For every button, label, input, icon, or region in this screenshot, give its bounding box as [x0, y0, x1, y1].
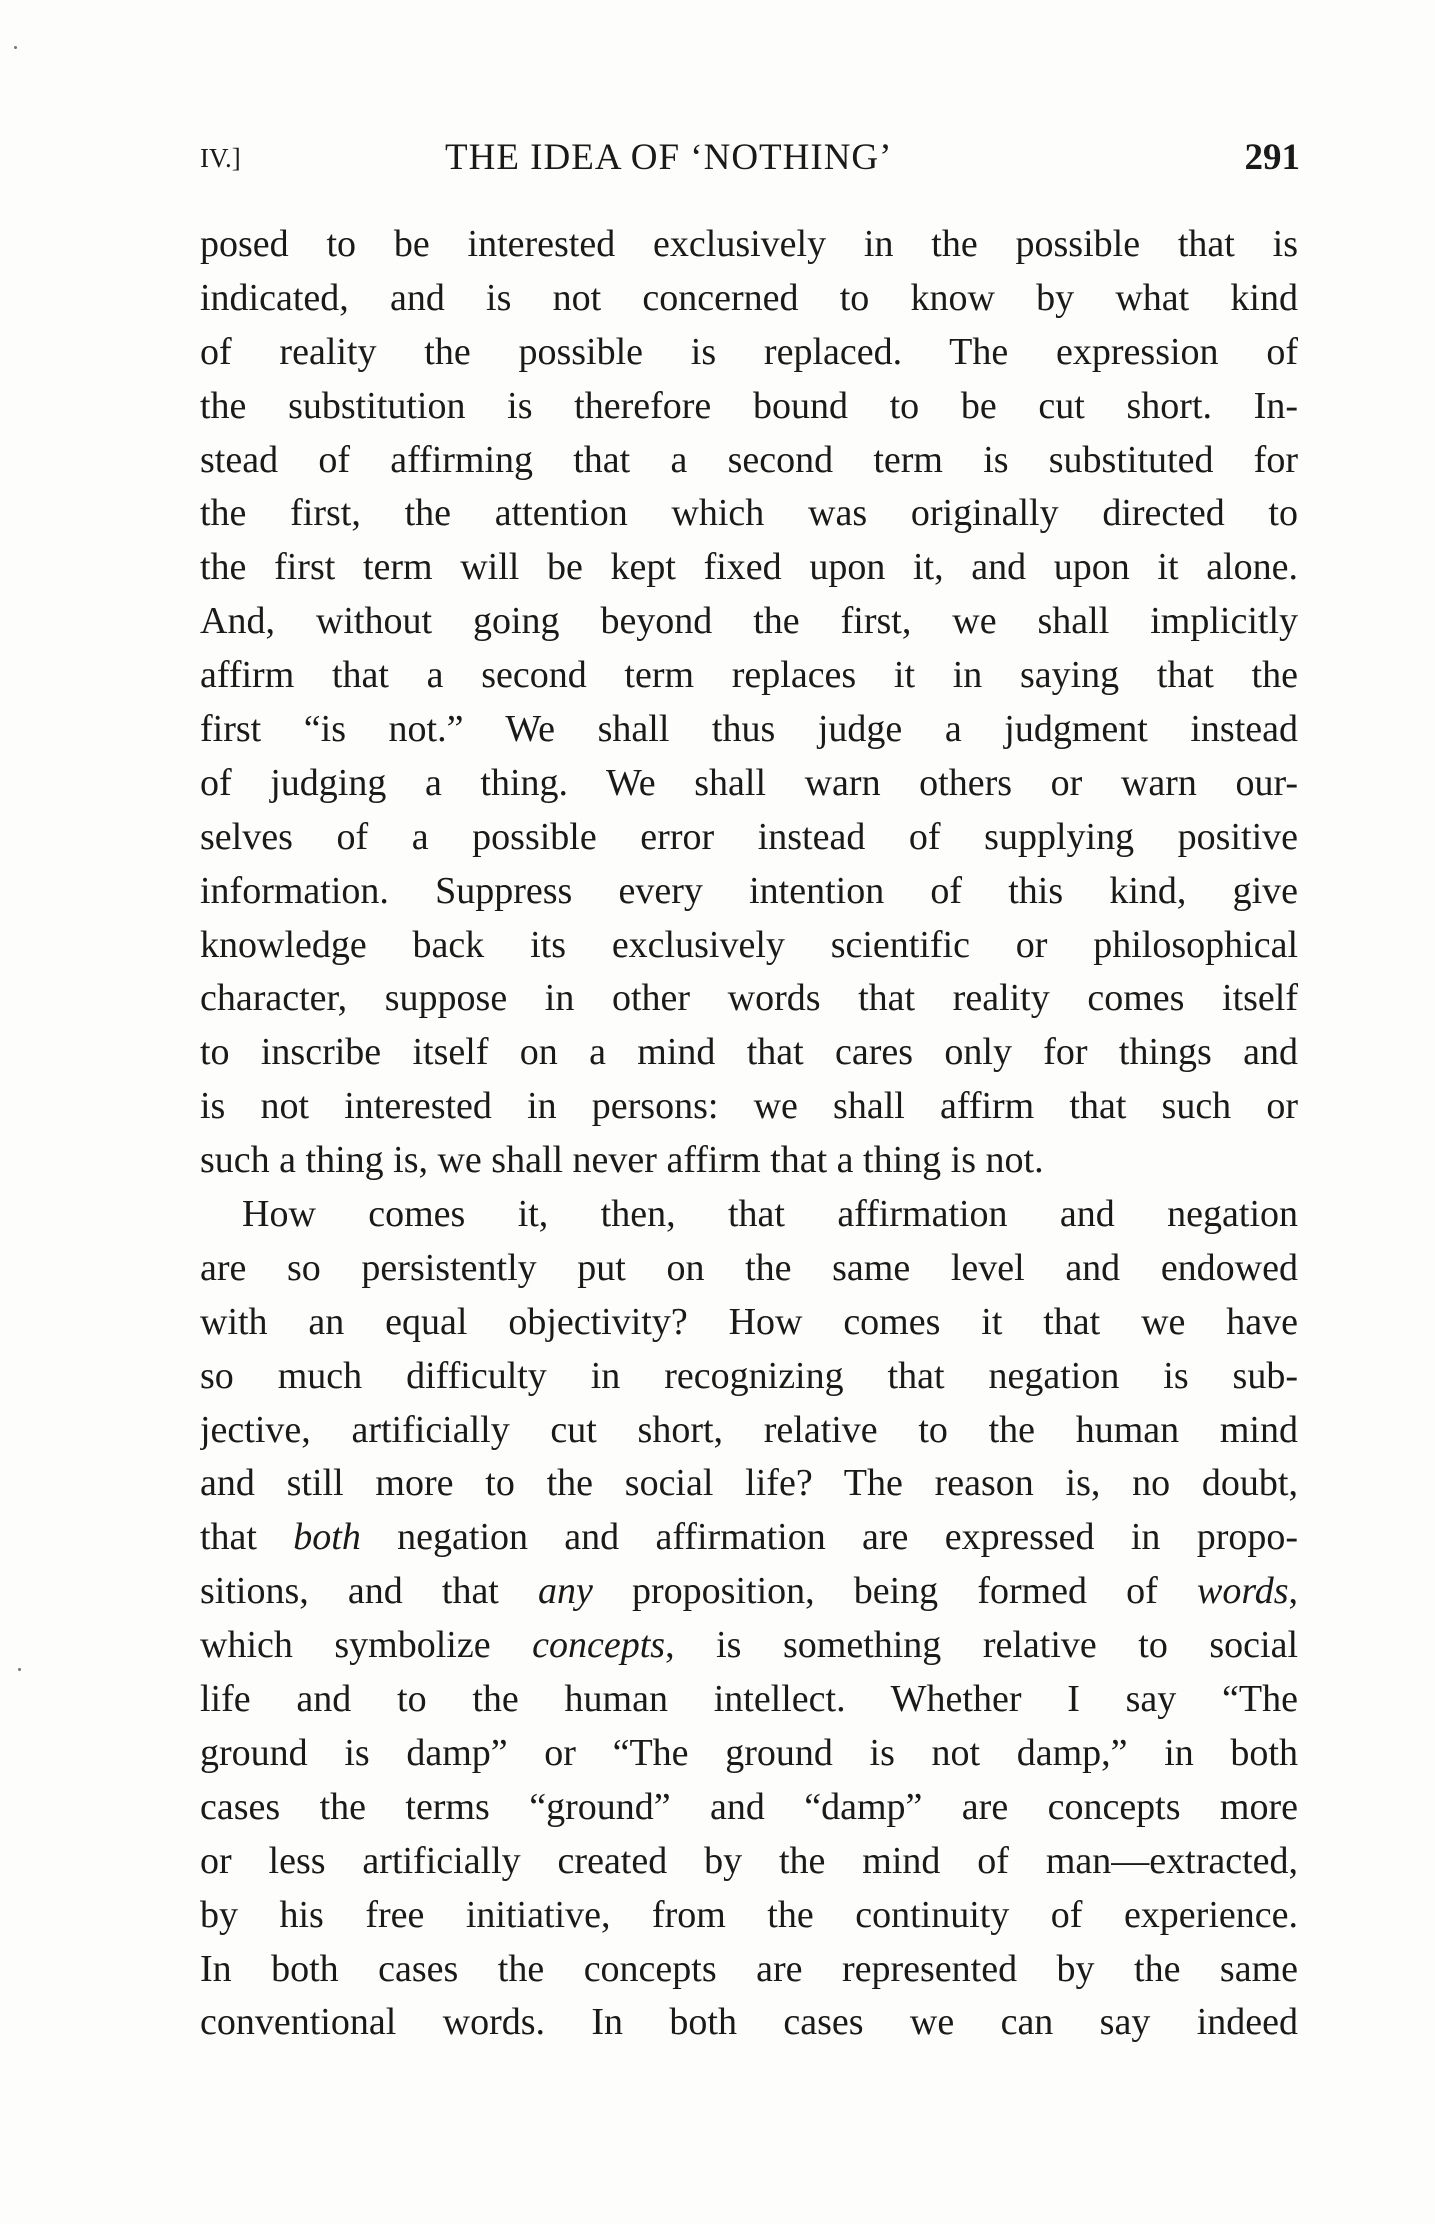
scan-speck — [18, 1668, 21, 1671]
text-line: posed to be interested exclusively in the possible that is — [200, 223, 1298, 265]
text-line: or less artificially created by the mind of man—extracted, — [200, 1839, 1298, 1882]
italic-word: both — [293, 1516, 361, 1559]
text-line: indicated, and is not concerned to know by what kind — [200, 276, 1298, 319]
text-segment: that — [200, 1516, 294, 1559]
scan-speck — [14, 46, 17, 49]
text-line: information. Suppress every intention of this kind, give — [200, 869, 1298, 912]
text-line: the first term will be kept fixed upon it, and upon it alone. — [200, 546, 1298, 589]
text-segment: which symbolize — [200, 1624, 533, 1667]
text-line: are so persistently put on the same level and endowed — [200, 1246, 1298, 1289]
text-line: with an equal objectivity? How comes it that we have — [200, 1300, 1298, 1343]
text-line: the first, the attention which was originally directed to — [200, 492, 1298, 535]
text-segment: negation and affirmation are expressed in propo- — [360, 1516, 1298, 1559]
text-line: stead of affirming that a second term is substituted for — [200, 438, 1298, 481]
text-line: of reality the possible is replaced. The expression of — [200, 330, 1298, 373]
text-line: to inscribe itself on a mind that cares only for things and — [200, 1031, 1298, 1074]
italic-word: concepts — [532, 1624, 666, 1667]
text-segment: , is something relative to social — [665, 1624, 1298, 1667]
text-line: life and to the human intellect. Whether I say “The — [200, 1678, 1298, 1721]
text-line: is not interested in persons: we shall affirm that such or — [200, 1085, 1298, 1128]
body-text — [200, 218, 1298, 2050]
running-head — [200, 128, 1300, 188]
text-segment: sitions, and that — [200, 1570, 538, 1613]
text-line: so much difficulty in recognizing that negation is sub- — [200, 1354, 1298, 1397]
text-line — [200, 1619, 1298, 1673]
text-line: selves of a possible error instead of supplying positive — [200, 815, 1298, 858]
italic-word: any — [538, 1570, 593, 1613]
section-marker: IV.] — [200, 143, 241, 173]
text-line: first “is not.” We shall thus judge a judgment instead — [200, 708, 1298, 751]
text-line: knowledge back its exclusively scientific or philosophical — [200, 923, 1298, 966]
text-line: ground is damp” or “The ground is not damp,” in both — [200, 1731, 1298, 1774]
text-line: the substitution is therefore bound to be cut short. In- — [200, 384, 1298, 427]
text-line: character, suppose in other words that reality comes itself — [200, 977, 1298, 1020]
text-line — [200, 1565, 1298, 1619]
chapter-title: THE IDEA OF ‘NOTHING’ — [445, 137, 893, 178]
text-line: by his free initiative, from the continuity of experience. — [200, 1893, 1298, 1936]
text-segment: proposition, being formed of — [592, 1570, 1197, 1613]
text-line: and still more to the social life? The reason is, no doubt, — [200, 1462, 1298, 1505]
text-segment: , — [1288, 1570, 1298, 1613]
text-line — [200, 1511, 1298, 1565]
text-line: of judging a thing. We shall warn others or warn our- — [200, 761, 1298, 804]
text-line: jective, artificially cut short, relative to the human mind — [200, 1408, 1298, 1451]
page-number: 291 — [1244, 137, 1300, 178]
text-line: And, without going beyond the first, we shall implicitly — [200, 600, 1298, 643]
text-line: conventional words. In both cases we can say indeed — [200, 2001, 1298, 2044]
paragraph-start-line: How comes it, then, that affirmation and negation — [242, 1193, 1298, 1236]
italic-word: words — [1196, 1570, 1289, 1613]
paragraph-end-line: such a thing is, we shall never affirm that a thing is not. — [200, 1139, 1044, 1182]
text-line: affirm that a second term replaces it in saying that the — [200, 654, 1298, 697]
text-line: cases the terms “ground” and “damp” are concepts more — [200, 1785, 1298, 1828]
text-line: In both cases the concepts are represented by the same — [200, 1947, 1298, 1990]
